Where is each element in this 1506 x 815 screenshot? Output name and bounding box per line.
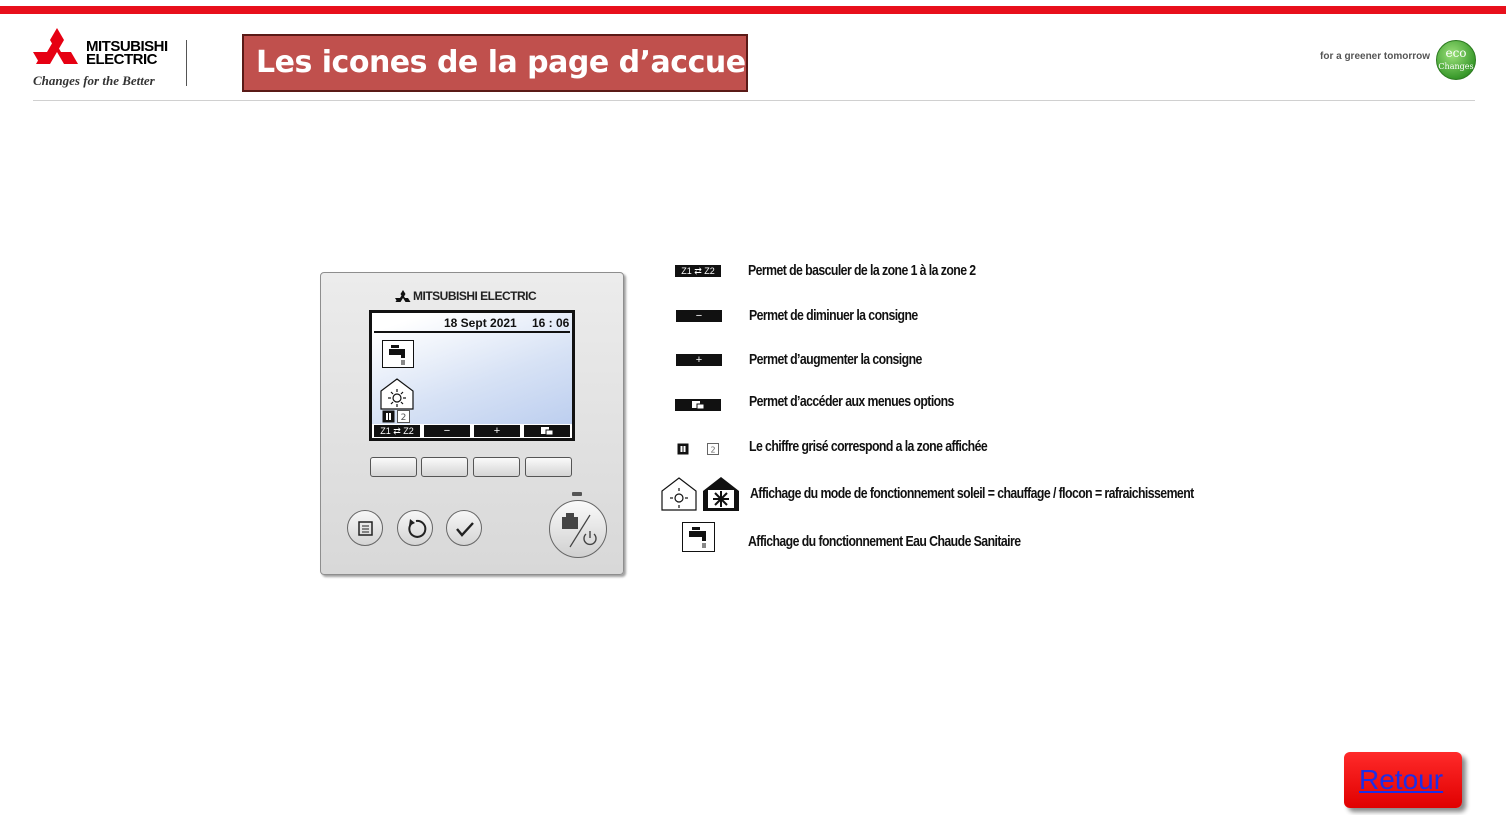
back-button[interactable]: [397, 510, 433, 546]
mitsubishi-diamonds-icon: [395, 290, 411, 304]
function-button-2[interactable]: [421, 457, 468, 477]
check-icon: [447, 511, 483, 547]
screen-time: 16 : 06: [532, 316, 570, 330]
menu-icon: [348, 511, 384, 547]
hot-water-tap-icon: [382, 340, 414, 368]
sun-house-icon: [380, 378, 414, 410]
softkey-options: [524, 425, 570, 437]
logo-divider: [186, 40, 187, 86]
legend-hot-water: Affichage du fonctionnement Eau Chaude Sanitaire: [748, 533, 1021, 550]
svg-text:2: 2: [400, 413, 407, 423]
logo-wordmark: MITSUBISHI ELECTRIC: [86, 38, 168, 68]
top-red-bar: [0, 6, 1506, 14]
zone-number-icon: [382, 410, 412, 423]
legend-plus: Permet d’augmenter la consigne: [749, 351, 922, 368]
options-icon: [675, 399, 721, 411]
menu-button[interactable]: [347, 510, 383, 546]
header-divider: [33, 100, 1475, 101]
legend-mode: Affichage du mode de fonctionnement soleil = chauffage / flocon = rafraichissement: [750, 485, 1194, 502]
function-button-3[interactable]: [473, 457, 520, 477]
retour-button[interactable]: [1344, 752, 1462, 808]
controller-brand: MITSUBISHI ELECTRIC: [413, 289, 537, 303]
svg-text:2: 2: [710, 445, 716, 455]
power-led: [572, 492, 582, 496]
greener-tagline: for a greener tomorrow: [1320, 51, 1431, 62]
logo-tagline: Changes for the Better: [33, 73, 155, 88]
legend-zone-switch: Permet de basculer de la zone 1 à la zone 2: [748, 262, 976, 279]
screen-header: [374, 315, 570, 333]
power-button[interactable]: [549, 500, 607, 558]
page-title: Les icones de la page d’accueil: [256, 45, 766, 80]
options-icon: [540, 426, 554, 436]
legend-minus: Permet de diminuer la consigne: [749, 307, 918, 324]
minus-icon: −: [676, 310, 722, 322]
mitsubishi-diamonds-icon: [33, 28, 81, 70]
retour-link[interactable]: Retour: [1359, 764, 1444, 795]
undo-icon: [398, 511, 434, 547]
mitsubishi-logo: [33, 28, 193, 90]
hot-water-tap-icon: [682, 522, 715, 552]
function-button-1[interactable]: [370, 457, 417, 477]
softkey-plus: +: [474, 425, 520, 437]
controller-screen: [369, 310, 575, 441]
page-title-box: [242, 34, 766, 92]
remote-controller: [320, 272, 624, 575]
confirm-button[interactable]: [446, 510, 482, 546]
legend-zone-number: Le chiffre grisé correspond a la zone affichée: [749, 438, 988, 455]
screen-softkey-bar: [372, 424, 572, 438]
eco-changes-logo: eco Changes: [1436, 40, 1476, 80]
legend-options: Permet d’accéder aux menues options: [749, 393, 954, 410]
plus-icon: +: [676, 354, 722, 366]
softkey-zone-switch: Z1 ⇄ Z2: [374, 425, 420, 437]
screen-date: 18 Sept 2021: [444, 316, 517, 330]
zone-switch-icon: Z1 ⇄ Z2: [675, 265, 721, 277]
sun-snowflake-house-icon: [661, 476, 741, 512]
power-icon: [550, 501, 608, 559]
zone-number-icon: [677, 443, 721, 456]
function-button-4[interactable]: [525, 457, 572, 477]
softkey-minus: −: [424, 425, 470, 437]
